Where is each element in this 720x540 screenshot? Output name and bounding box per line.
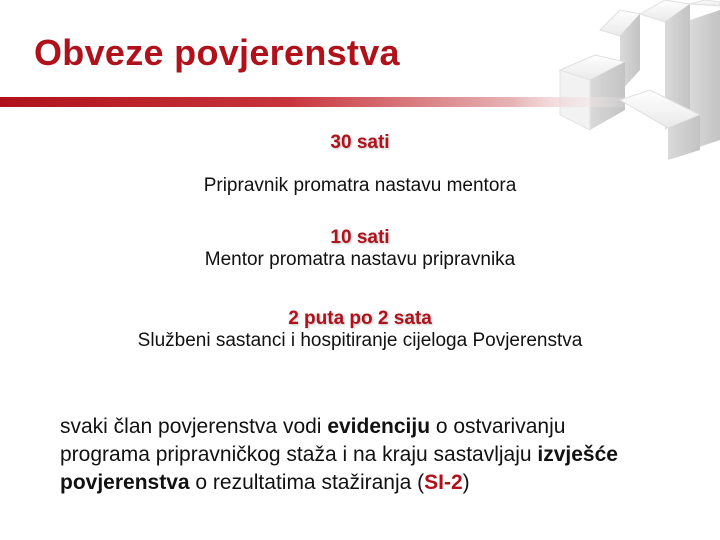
block-heading: 2 puta po 2 sata [288,308,432,329]
paragraph-text: svaki član povjerenstva vodi [60,415,328,438]
paragraph-text: ) [462,471,470,494]
evidence-paragraph [60,413,620,497]
paragraph-bold-izvjesce: izvješće povjerenstva [60,443,618,494]
block-heading: 10 sati [330,227,390,248]
block-text: Mentor promatra nastavu pripravnika [204,249,516,270]
block-30-sati-text [0,175,720,197]
block-text: Službeni sastanci i hospitiranje cijeloga Povjerenstva [137,330,583,351]
title-underline-bar [0,95,720,111]
block-2-puta [0,308,720,352]
block-heading: 30 sati [330,132,390,153]
block-30-sati [0,132,720,154]
paragraph-text: o rezultatima stažiranja ( [189,471,425,494]
block-text: Pripravnik promatra nastavu mentora [203,175,517,196]
paragraph-bold-si2: SI-2 [424,471,463,494]
block-10-sati [0,227,720,271]
paragraph-text: o ostvarivanju programa pripravničkog staža i na kraju sastavljaju [60,415,566,466]
paragraph-bold-evidenciju: evidenciju [327,415,431,438]
page-title: Obveze povjerenstva [34,32,400,73]
